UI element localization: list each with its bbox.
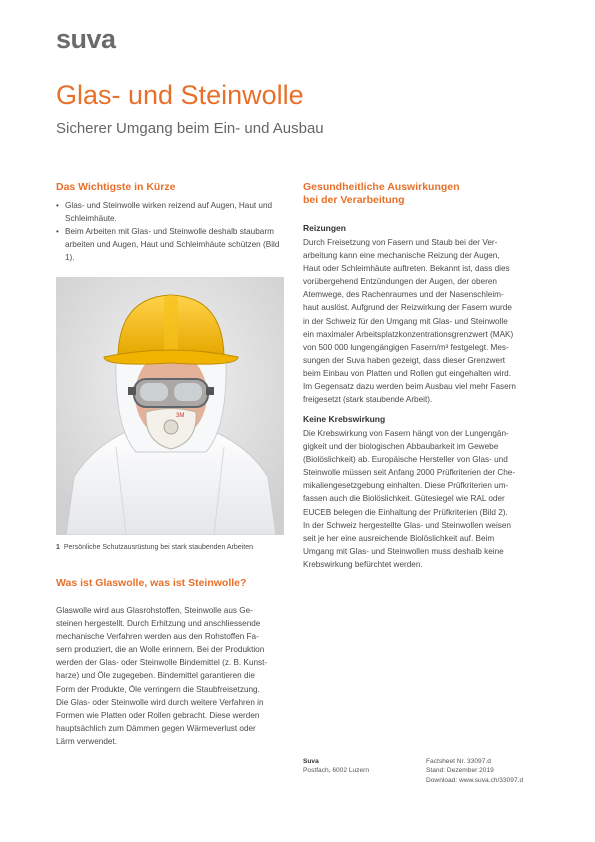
text-line: sern produziert, die an Wolle erinnern. Bei der Produktion xyxy=(56,645,265,655)
text-line: arbeitung kann eine mechanische Reizung der Augen, xyxy=(303,251,500,261)
text-line: seit je her eine ausreichende Biolöslichkeit auf. Beim xyxy=(303,533,495,543)
text-line: Form der Produkte, Öle verringern die Staubfreisetzung. xyxy=(56,684,260,694)
text-line: Die Krebswirkung von Fasern hängt von der Lungengän- xyxy=(303,429,509,438)
text-line: fassen auch die Biolöslichkeit. Gütesiegel wie RAL oder xyxy=(303,494,505,504)
figure-caption-text: Persönliche Schutzausrüstung bei stark staubenden Arbeiten xyxy=(63,544,253,551)
health-heading xyxy=(303,181,460,207)
text-line: Haut oder Schleimhäute auftreten. Bekannt ist, dass dies xyxy=(303,264,510,274)
what-is-heading: Was ist Glaswolle, was ist Steinwolle? xyxy=(56,577,247,589)
footer-meta-block xyxy=(426,757,523,785)
text-line: in der Schweiz für den Umgang mit Glas- und Steinwolle xyxy=(303,316,508,326)
text-line: Glaswolle wird aus Glasrohstoffen, Steinwolle aus Ge- xyxy=(56,606,253,615)
ppe-worker-photo xyxy=(56,277,284,535)
text-line: vorübergehend Entzündungen der Augen, der oberen xyxy=(303,277,497,287)
mask-label: 3M xyxy=(176,413,185,419)
text-line: werden der Glas- oder Steinwolle Bindemittel (z. B. Kunst- xyxy=(56,658,268,668)
text-line: Formen wie Platten oder Rollen gebracht. Diese werden xyxy=(56,710,260,720)
figure-number: 1 xyxy=(56,544,60,551)
footer-download-link[interactable]: Download: www.suva.ch/33097.d xyxy=(426,776,524,784)
health-heading-line: bei der Verarbeitung xyxy=(303,194,405,206)
figure-caption xyxy=(56,543,296,553)
text-line: Krebswirkung befürchtet werden. xyxy=(303,559,423,569)
what-is-paragraph xyxy=(56,604,296,748)
text-line: mikaliengesetzgebung einhalten. Diese Prüfkriterien um- xyxy=(303,481,509,491)
suva-logo: suva xyxy=(56,24,116,54)
footer-date: Stand: Dezember 2019 xyxy=(426,767,494,775)
page-title: Glas- und Steinwolle xyxy=(56,80,304,110)
text-line: gigkeit und der biologischen Abbaubarkeit im Gewebe xyxy=(303,442,499,452)
text-line: Die Glas- oder Steinwolle wird durch weitere Verfahren in xyxy=(56,697,264,707)
footer-factsheet: Factsheet Nr. 33097.d xyxy=(426,758,491,765)
text-line: In der Schweiz hergestellte Glas- und Steinwollen weisen xyxy=(303,520,511,530)
summary-heading: Das Wichtigste in Kürze xyxy=(56,181,176,193)
text-line: Umgang mit Glas- und Steinwollen muss deshalb keine xyxy=(303,546,504,556)
footer-org xyxy=(303,757,369,766)
text-line: Im Gegensatz dazu werden beim Ausbau viel mehr Fasern xyxy=(303,382,516,392)
summary-bullet: • Glas- und Steinwolle wirken reizend auf Augen, Haut und Schleimhäute. xyxy=(56,199,284,225)
irritation-heading: Reizungen xyxy=(303,223,346,233)
text-line: ein maximaler Arbeitsplatzkonzentrationsgrenzwert (MAK) xyxy=(303,329,514,339)
irritation-paragraph xyxy=(303,236,543,406)
text-line: hauptsächlich zum Dämmen gegen Wärmeverlust oder xyxy=(56,723,256,733)
text-line: Atemwege, des Rachenraumes und der Nasenschleim- xyxy=(303,290,504,300)
text-line: steinen hergestellt. Durch Erhitzung und anschliessende xyxy=(56,619,261,629)
text-line: mechanische Verfahren werden aus den Rohstoffen Fa- xyxy=(56,632,259,642)
text-line: Steinwolle müssen seit Anfang 2000 Prüfkriterien der Che- xyxy=(303,468,516,478)
cancer-paragraph xyxy=(303,427,543,571)
text-line: von 500 000 lungengängigen Fasern/m³ festgelegt. Mes- xyxy=(303,342,509,352)
text-line: harze) und Öle zugegeben. Bindemittel garantieren die xyxy=(56,671,255,681)
text-line: haut auslöst. Aufgrund der Reizwirkung der Fasern wurde xyxy=(303,303,512,313)
footer-org-block xyxy=(303,757,369,776)
summary-bullet: • Beim Arbeiten mit Glas- und Steinwolle deshalb staubarm arbeiten und Augen, Haut und Schleimhäute schützen (Bild 1). xyxy=(56,225,284,264)
text-line: beim Einbau von Platten und Rollen gut eingehalten wird. xyxy=(303,368,512,378)
health-heading-line: Gesundheitliche Auswirkungen xyxy=(303,181,460,193)
text-line: Durch Freisetzung von Fasern und Staub bei der Ver- xyxy=(303,238,498,247)
text-line: sungen der Suva haben gezeigt, dass dieser Grenzwert xyxy=(303,355,506,365)
text-line: EUCEB belegen die Einhaltung der Prüfkriterien (Bild 2). xyxy=(303,507,508,517)
footer-org-name: Suva xyxy=(303,758,319,765)
summary-list xyxy=(56,199,284,264)
footer-address: Postfach, 6002 Luzern xyxy=(303,767,369,775)
page-subtitle: Sicherer Umgang beim Ein- und Ausbau xyxy=(56,120,324,137)
cancer-heading: Keine Krebswirkung xyxy=(303,414,386,424)
text-line: freigesetzt (stark staubende Arbeit). xyxy=(303,395,433,405)
text-line: (Biolöslichkeit) ab. Europäische Hersteller von Glas- und xyxy=(303,455,508,465)
text-line: Lärm verwendet. xyxy=(56,736,117,746)
